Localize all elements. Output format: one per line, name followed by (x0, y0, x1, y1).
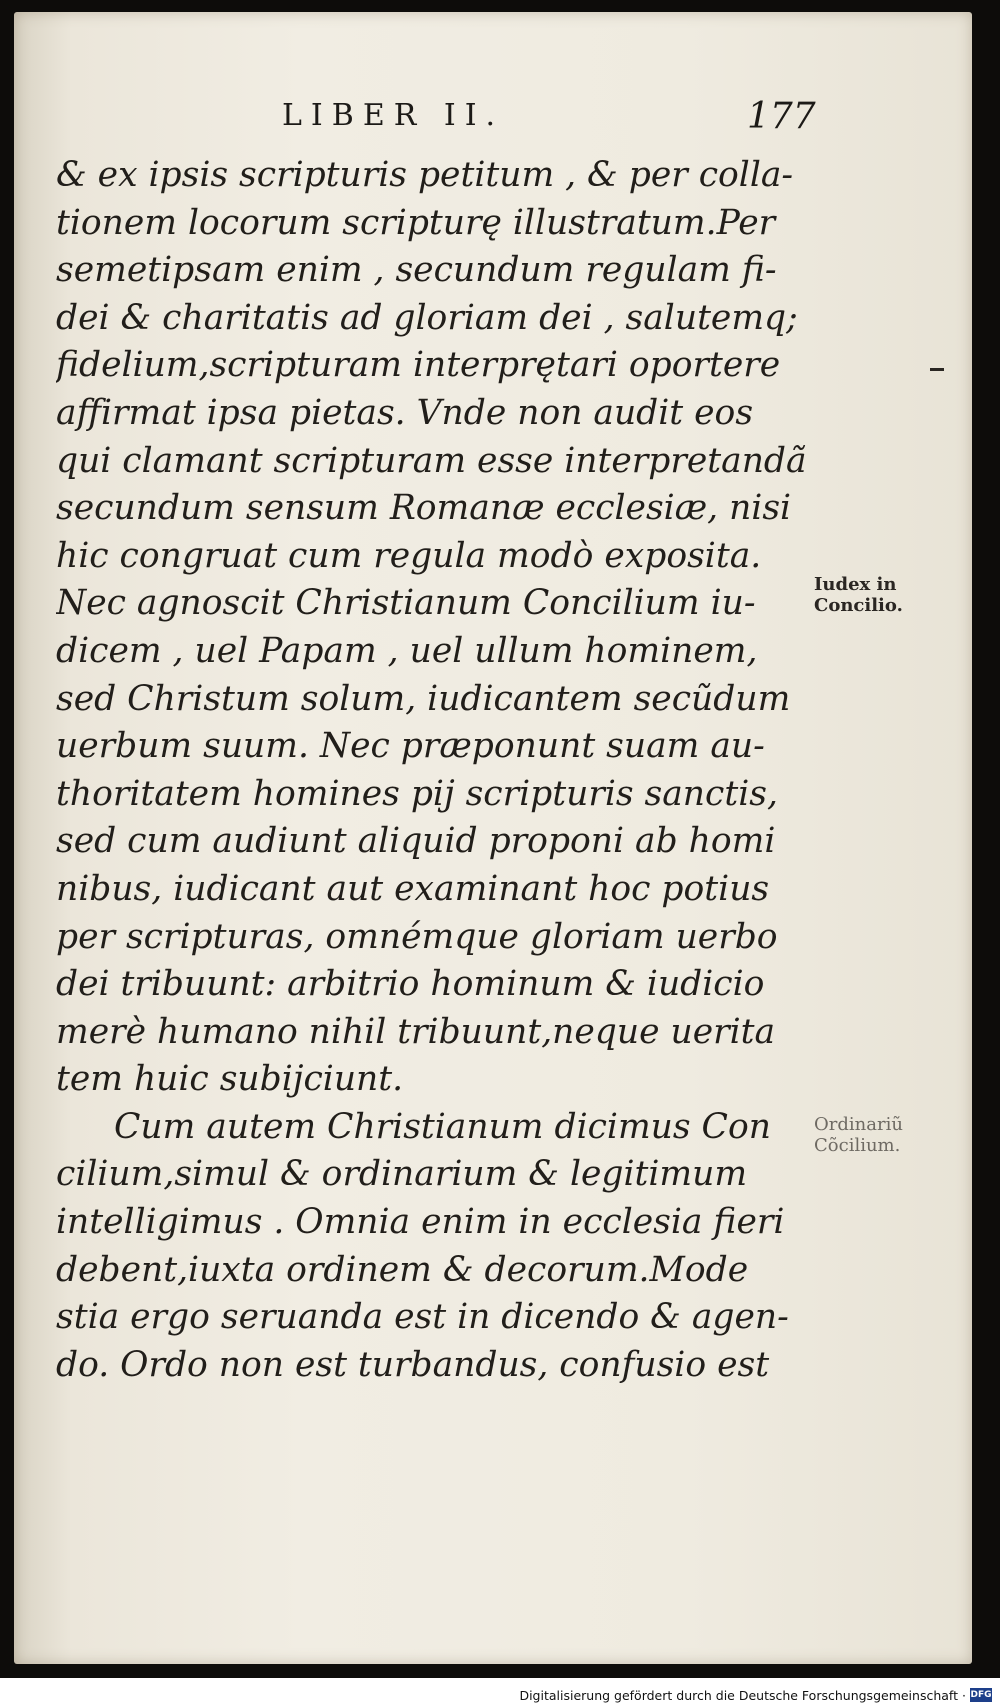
text-line: debent,iuxta ordinem & decorum.Mode (56, 1249, 749, 1290)
body-text (56, 152, 826, 1389)
text-line: do. Ordo non est turbandus, confusio est (56, 1344, 770, 1385)
page-number: 177 (747, 96, 816, 137)
text-line: merè humano nihil tribuunt,neque uerita (56, 1011, 776, 1052)
running-head-title: LIBER II. (282, 98, 505, 133)
text-line: intelligimus . Omnia enim in ecclesia fieri (56, 1202, 785, 1243)
margin-mark (930, 368, 944, 371)
margin-note-iudex (814, 574, 954, 616)
digitization-credit (519, 1687, 992, 1703)
text-line: affirmat ipsa pietas. Vnde non audit eos (56, 392, 754, 433)
running-head (14, 96, 972, 144)
text-line: dei tribuunt: arbitrio hominum & iudicio (56, 964, 765, 1005)
text-line: tem huic subijciunt. (56, 1059, 404, 1100)
text-line: per scripturas, omnémque gloriam uerbo (56, 916, 778, 957)
text-line: dei & charitatis ad gloriam dei , salutemq; (56, 297, 798, 338)
text-line: sed Christum solum, iudicantem secũdum (56, 678, 791, 719)
text-line: Nec agnoscit Christianum Concilium iu- (56, 583, 756, 624)
margin-note-line: Cõcilium. (814, 1135, 901, 1156)
book-page (14, 12, 972, 1664)
text-line: fidelium,scripturam interprętari oportere (56, 345, 781, 386)
text-line: & ex ipsis scripturis petitum , & per colla- (56, 155, 794, 195)
margin-note-line: Ordinariũ (814, 1114, 903, 1135)
text-line: nibus, iudicant aut examinant hoc potius (56, 868, 770, 909)
credit-text: Digitalisierung gefördert durch die Deutsche Forschungsgemeinschaft (519, 1687, 959, 1703)
text-line: secundum sensum Romanæ ecclesiæ, nisi (56, 488, 792, 529)
paragraph-start-line: Cum autem Christianum dicimus Con (114, 1106, 771, 1147)
margin-note-ordinarium (814, 1114, 954, 1156)
text-line: sed cum audiunt aliquid proponi ab homi (56, 821, 776, 862)
text-line: hic congruat cum regula modò exposita. (56, 535, 762, 576)
text-line: cilium,simul & ordinarium & legitimum (56, 1154, 748, 1195)
text-line: stia ergo seruanda est in dicendo & agen- (56, 1297, 789, 1338)
credit-separator: · (962, 1687, 966, 1703)
text-line: dicem , uel Papam , uel ullum hominem, (56, 630, 758, 671)
text-line: tionem locorum scripturę illustratum.Per (56, 202, 776, 243)
text-line: qui clamant scripturam esse interpretandã (56, 440, 807, 481)
margin-note-line: Concilio. (814, 595, 903, 616)
text-line: uerbum suum. Nec præponunt suam au- (56, 726, 765, 767)
text-line: thoritatem homines pij scripturis sanctis, (56, 773, 778, 814)
dfg-logo: DFG (970, 1690, 992, 1700)
margin-note-line: Iudex in (814, 574, 897, 595)
text-line: semetipsam enim , secundum regulam fi- (56, 250, 777, 291)
